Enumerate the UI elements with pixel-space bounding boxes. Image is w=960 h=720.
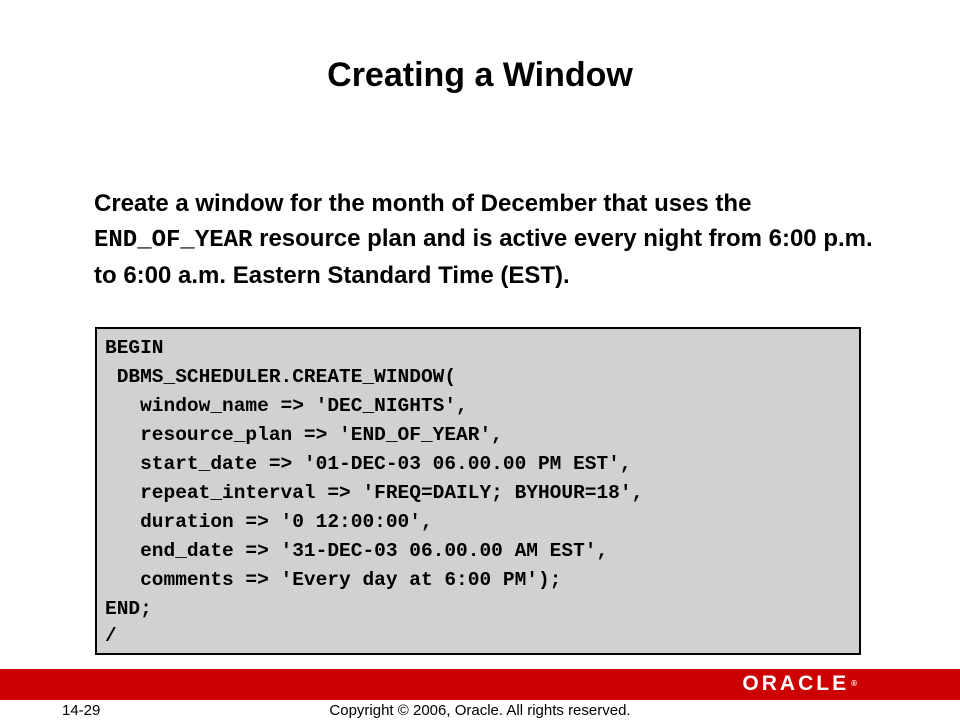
code-line: BEGIN [105,337,164,359]
body-code-term: END_OF_YEAR [94,227,253,254]
slide-title: Creating a Window [327,56,633,94]
code-line: / [105,625,117,647]
code-line: start_date => '01-DEC-03 06.00.00 PM EST', [105,453,632,475]
oracle-logo-text: ORACLE [742,672,850,695]
slide-body-text [94,186,874,293]
code-line: comments => 'Every day at 6:00 PM'); [105,569,562,591]
code-line: duration => '0 12:00:00', [105,511,433,533]
code-line: resource_plan => 'END_OF_YEAR', [105,424,503,446]
page-number: 14-29 [62,702,101,719]
code-line: repeat_interval => 'FREQ=DAILY; BYHOUR=18', [105,482,644,504]
code-line: END; [105,598,152,620]
code-line: DBMS_SCHEDULER.CREATE_WINDOW( [105,366,457,388]
oracle-logo [742,672,857,696]
code-line: end_date => '31-DEC-03 06.00.00 AM EST', [105,540,609,562]
registered-mark: ® [851,679,857,688]
copyright-notice: Copyright © 2006, Oracle. All rights reserved. [329,702,631,719]
code-block [95,327,861,655]
body-text-part2: resource plan and is active every night from 6:00 p.m. to 6:00 a.m. Eastern Standard Time (EST). [94,225,873,289]
body-text-part1: Create a window for the month of December that uses the [94,190,752,217]
code-line: window_name => 'DEC_NIGHTS', [105,395,468,417]
